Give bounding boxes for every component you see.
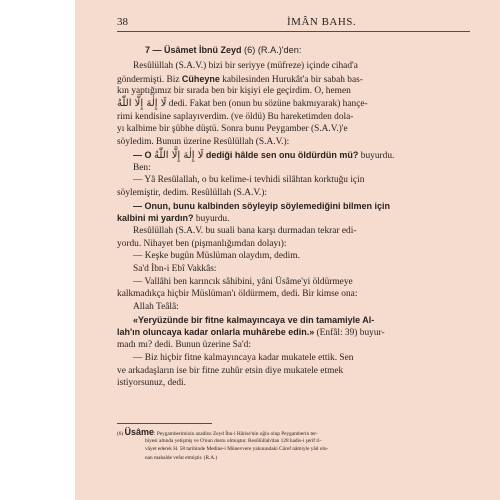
page-header [117, 16, 470, 32]
footnote-line: biyesi altında yetişmiş ve O'nun dostu olmuştur. Resûlüllah'dan 128 hadis-i şerif ri- [145, 437, 322, 444]
text-line: لَا إِلٰهَ إِلَّا اللّٰهُ dedi. Fakat ben (onun bu sözüne bakmıyarak) hançe- [117, 98, 368, 110]
text-line: rimi kendisine saplayıverdim. (ve öldü) Bu hareketimden dola- [117, 111, 354, 122]
text-line: yı kalbime bir şübhe düştü. Sonra bunu Peygamber (S.A.V.)'e [117, 124, 348, 135]
text-line: madı mı? dedi. Bunun üzerine Sa'd: [117, 340, 251, 351]
text-line: Sa'd İbn-i Ebî Vakkâs: [133, 264, 217, 274]
text-line: «Yeryüzünde bir fitne kalmayıncaya ve din tamamiyle Al- [133, 314, 375, 325]
section-title-suffix: (R.A.)'den: [255, 45, 302, 55]
text-line: Ben: [133, 162, 151, 173]
text-line: ve arkadaşların ise bir fitne zuhûr etsin diye mukatele etmek [117, 365, 344, 376]
text-line: Resûlüllah (S.A.V.) bizi bir seriyye (müfreze) içinde cihad'a [133, 61, 358, 71]
footnote-line: (6) Üsâme: Peygamberimizin azadlısı Zeyd İbn-i Hârise'nin oğlu olup Peygamberin ter- [117, 427, 318, 437]
text-line: — Yâ Resûlallah, o bu kelime-i tevhidi silâhtan korktuğu için [133, 175, 365, 186]
text-line: yordu. Nihayet ben (pişmanlığımdan dolayı): [117, 238, 287, 249]
text-line: Allah Teâlâ: [133, 302, 179, 313]
footnote-rule [117, 423, 212, 424]
text-line: — O لَا إِلٰهَ إِلَّا اللّٰهُ dediği hâlde sen onu öldürdün mü? buyurdu. [133, 149, 395, 161]
tribe-name: Cüheyne [181, 73, 220, 84]
footnote-line: nan mahalde vefat etmiştir. (R.A.) [145, 454, 218, 461]
text-line: kalbini mi yardın? buyurdu. [117, 213, 230, 225]
arabic-tawhid: لَا إِلٰهَ إِلَّا اللّٰهُ [154, 149, 204, 161]
text-line: kalkmadıkça hiçbir Müslüman'ı öldürmem, dedi. Bir kimse ona: [117, 289, 358, 300]
text-line: — Vallâhi ben karıncık sâhibini, yâni Üsâme'yi öldürmeye [133, 276, 353, 287]
arabic-tawhid: لَا إِلٰهَ إِلَّا اللّٰهُ [117, 98, 167, 110]
text-line: — Keşke bugün Müslüman olaydım, dedim. [133, 251, 300, 262]
text-line: söyledim. Bunun üzerine Resûlüllah (S.A.V.): [117, 137, 290, 148]
text-line: — Biz hiçbir fitne kalmayıncaya kadar mukatele ettik. Sen [133, 352, 354, 363]
section-title [117, 44, 467, 60]
text-line: göndermişti. Biz Cüheyne kabilesinden Hurukât'a bir sabah bas- [117, 73, 363, 85]
footnote-line: vâyet ederek H. 58 tarihinde Medine-i Münevvere yakınındaki Cüref nâmiyle yâd olu- [145, 446, 329, 452]
text-line: lah'ın oluncaya kadar onlarla muhârebe edin.» (Enfâl: 39) buyur- [117, 327, 385, 339]
text-line: Resûlüllah (S.A.V. bu suali bana karşı durmadan tekrar edi- [133, 225, 357, 236]
footnote [117, 428, 467, 462]
footnote-ref: (6) [244, 45, 256, 55]
text-line: söylemiştir, dedim. Resûlüllah (S.A.V.): [117, 187, 267, 198]
page-body [117, 44, 467, 390]
section-title-prefix: 7 — Üsâmet İbnü Zeyd [145, 45, 245, 55]
book-page [75, 0, 500, 500]
page-number: 38 [117, 16, 128, 28]
text-line: kın yaptığımız bir sırada ben bir kişiyi ele geçirdim. O, hemen [117, 86, 351, 97]
header-rule [117, 31, 470, 32]
text-line: istiyorsunuz, dedi. [117, 378, 187, 389]
text-line: — Onun, bunu kalbinden söyleyip söylemediğini bilmen için [133, 200, 391, 211]
running-title: İMÂN BAHS. [287, 16, 357, 28]
